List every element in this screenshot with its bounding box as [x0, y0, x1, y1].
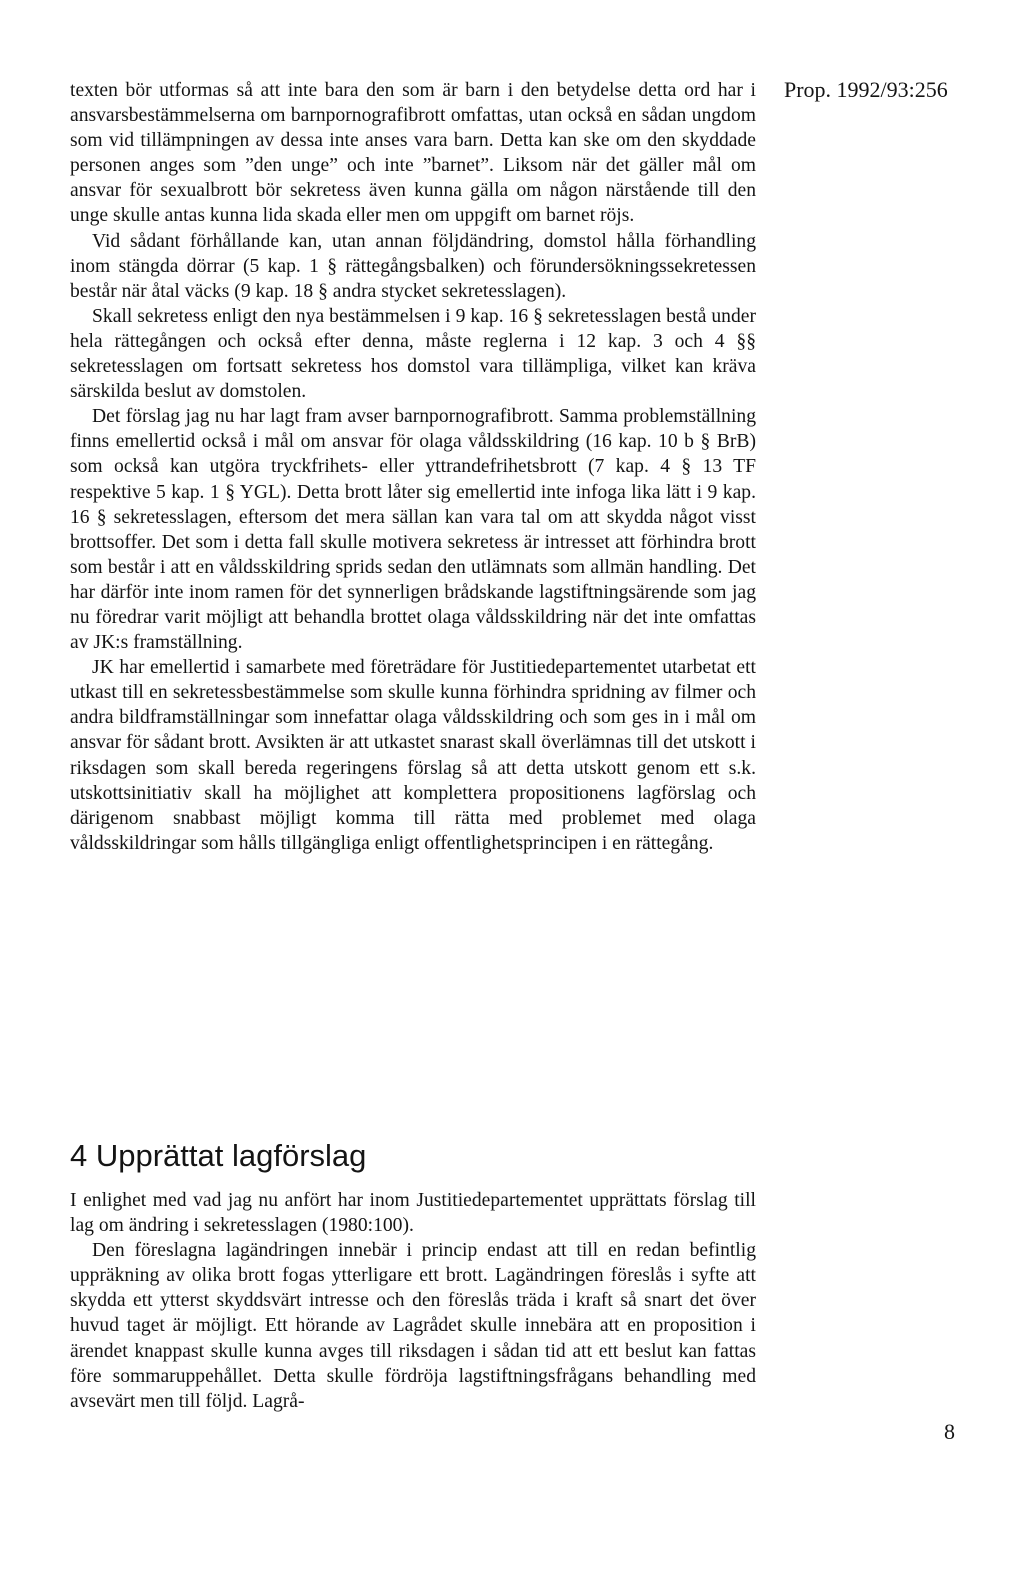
paragraph: I enlighet med vad jag nu anfört har inom Justitiedepartementet upprättats förslag till lag om ändring i sekretesslagen (1980:100).	[70, 1190, 756, 1237]
paragraph: Det förslag jag nu har lagt fram avser barnpornografibrott. Samma problemställning finns emellertid också i mål om ansvar för olaga våldsskildring (16 kap. 10 b § BrB) som också kan utgöra tryckfrihets- eller yttrandefrihetsbrott (7 kap. 4 § 13 TF respektive 5 kap. 1 § YGL). Detta brott låter sig emellertid inte infoga lika lätt i 9 kap. 16 § sekretesslagen, eftersom det mera sällan kan vara tal om att skydda något visst brottsoffer. Det som i detta fall skulle motivera sekretess är intresset att förhindra brott som består i att en våldsskildring sprids sedan den utlämnats som allmän handling. Det har därför inte inom ramen för det synnerligen brådskande lagstiftningsärende som jag nu föredrar varit möjligt att behandla brottet olaga våldsskildring när det inte omfattas av JK:s framställning.	[70, 406, 756, 654]
page-number: 8	[944, 1419, 955, 1444]
proposition-number: Prop. 1992/93:256	[784, 77, 948, 102]
body-text-previous-section	[70, 78, 756, 856]
paragraph: JK har emellertid i samarbete med företrädare för Justitiedepartementet utarbetat ett utkast till en sekretessbestämmelse som skulle kunna förhindra spridning av filmer och andra bildframställningar som innefattar olaga våldsskildring och som ges in i mål om ansvar för sådant brott. Avsikten är att utkastet snarast skall överlämnas till det utskott i riksdagen som skall bereda regeringens förslag så att detta utskott genom ett s.k. utskottsinitiativ skall ha möjlighet att komplettera propositionens lagförslag och därigenom snabbast möjligt komma till rätta med problemet med olaga våldsskildringar som hålls tillgängliga enligt offentlighetsprincipen i en rättegång.	[70, 657, 756, 854]
paragraph: Den föreslagna lagändringen innebär i princip endast att till en redan befintlig uppräkning av olika brott fogas ytterligare ett brott. Lagändringen föreslås i syfte att skydda ett ytterst skyddsvärt intresse och den föreslås träda i kraft så snart det över huvud taget är möjligt. Ett hörande av Lagrådet skulle innebära att en proposition i ärendet knappast skulle kunna avges till riksdagen i sådan tid att ett beslut kan fattas före sommaruppehållet. Detta skulle fördröja lagstiftningsfrågans behandling med avsevärt men till följd. Lagrå-	[70, 1240, 756, 1412]
paragraph: texten bör utformas så att inte bara den som är barn i den betydelse detta ord har i ansvarsbestämmelserna om barnpornografibrott omfattas, utan också en sådan ungdom som vid tillämpningen av dessa inte anses vara barn. Detta kan ske om den skyddade personen anges som ”den unge” och inte ”barnet”. Liksom när det gäller mål om ansvar för sexualbrott bör sekretess även kunna gälla om någon närstående till den unge skulle antas kunna lida skada eller men om uppgift om barnet röjs.	[70, 80, 756, 227]
paragraph: Skall sekretess enligt den nya bestämmelsen i 9 kap. 16 § sekretesslagen bestå under hela rättegången och också efter denna, måste reglerna i 12 kap. 3 och 4 §§ sekretesslagen om fortsatt sekretess hos domstol vara tillämpliga, vilket kan kräva särskilda beslut av domstolen.	[70, 305, 756, 403]
section-heading: 4 Upprättat lagförslag	[70, 1138, 367, 1173]
body-text-section-4	[70, 1188, 756, 1414]
paragraph: Vid sådant förhållande kan, utan annan följdändring, domstol hålla förhandling inom stängda dörrar (5 kap. 1 § rättegångsbalken) och förundersökningssekretessen består när åtal väcks (9 kap. 18 § andra stycket sekretesslagen).	[70, 230, 756, 302]
